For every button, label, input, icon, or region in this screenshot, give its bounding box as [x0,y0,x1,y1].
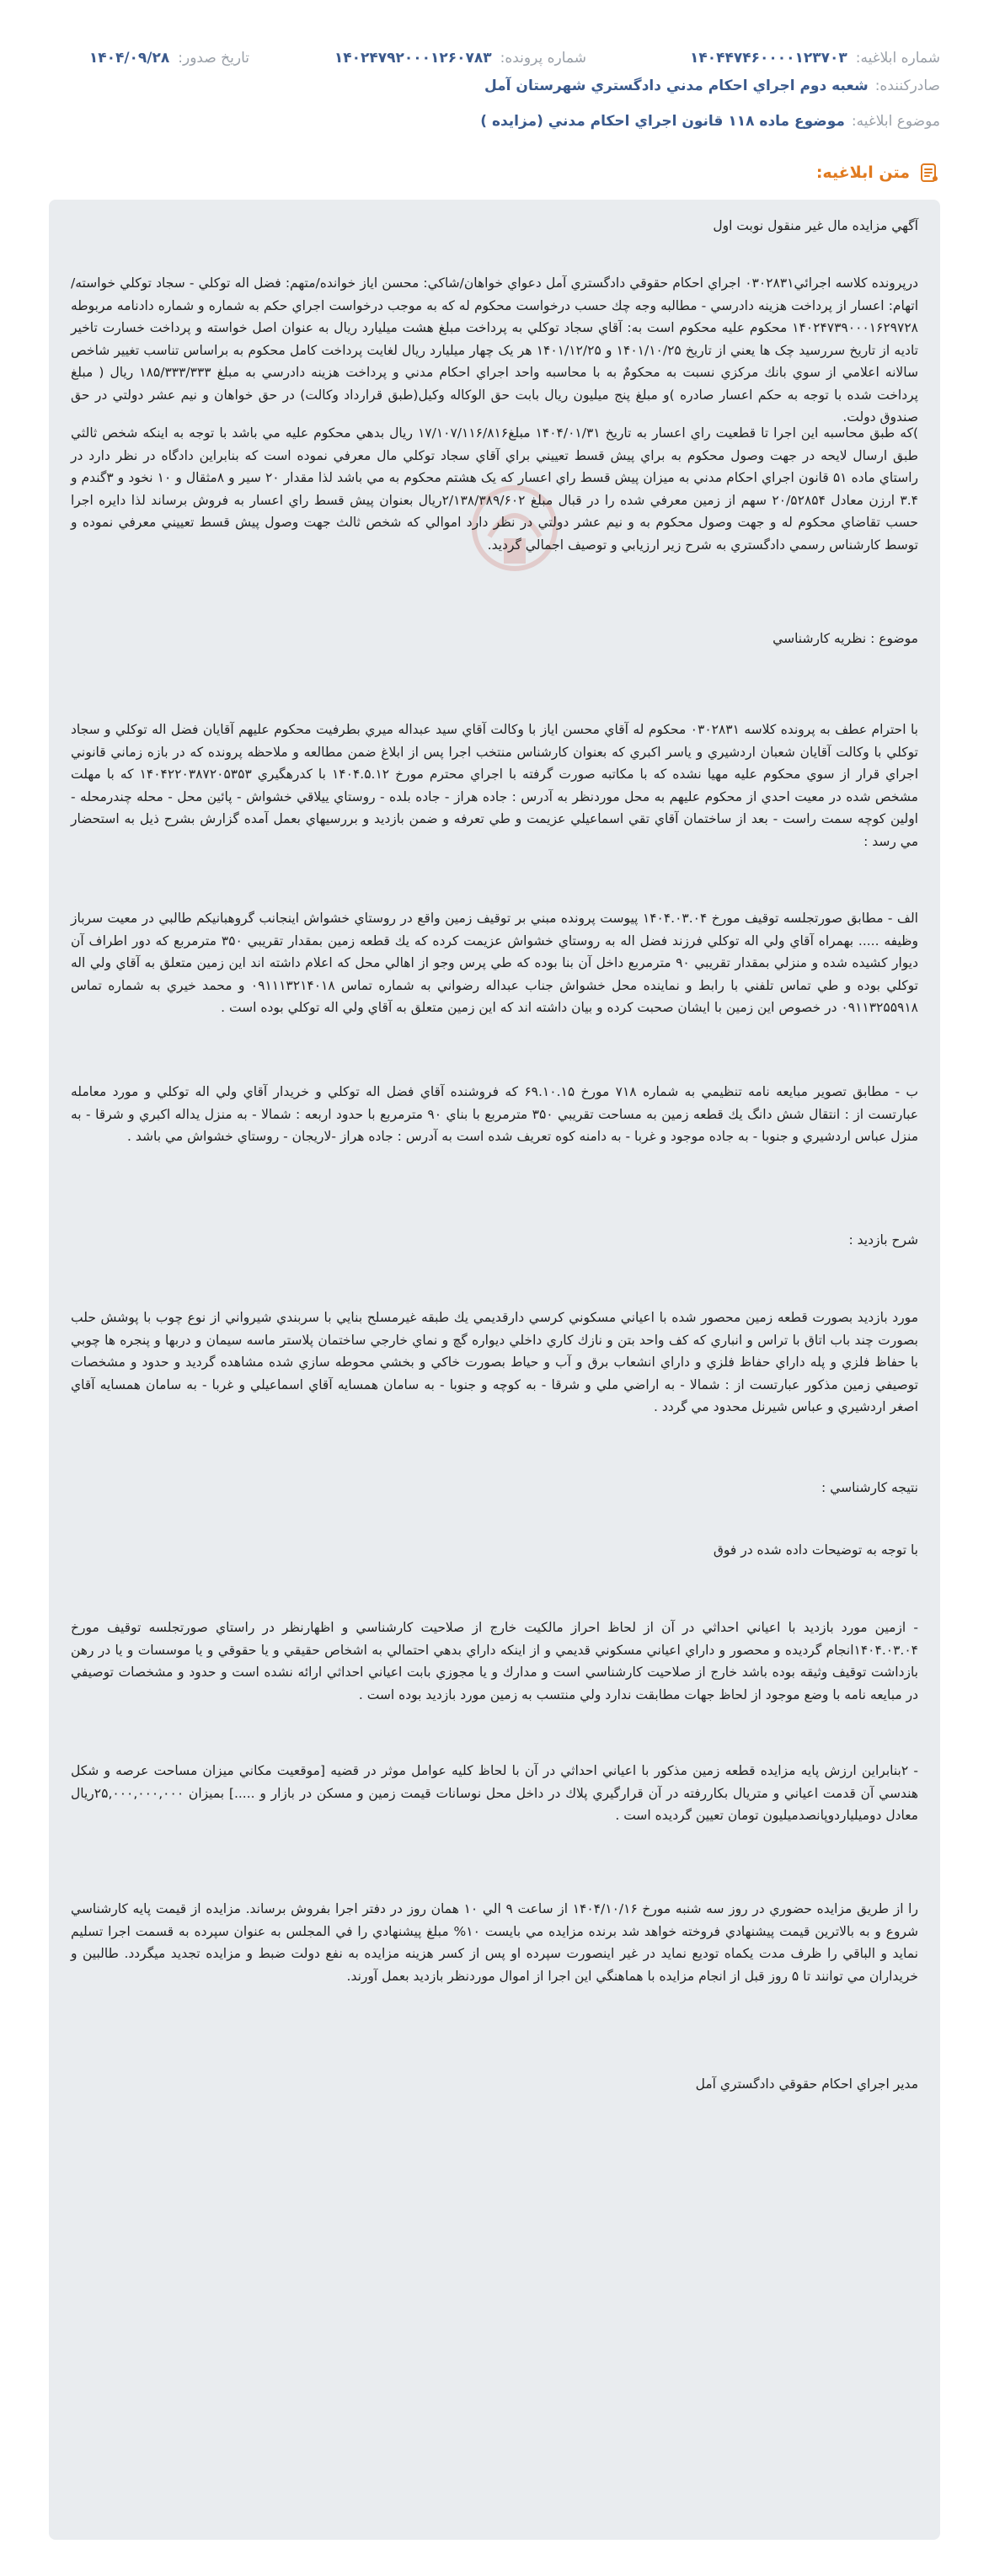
notice-body [49,200,940,2540]
case-number [249,50,586,67]
notice-text-title: متن ابلاغیه: [815,163,910,182]
issue-date-value: ۱۴۰۴/۰۹/۲۸ [88,50,170,67]
paragraph-visit-description: مورد بازديد بصورت قطعه زمين محصور شده با اعياني مسكوني كرسي دارقديمي يك طبقه غيرمسلح بنايي با سربندي شيرواني از نوع چوب با پوشش حلب بصورت چند باب اتاق با تراس و انباري كه كف واحد بتن و نازك كاري داخلي ديواره گچ و نماي خارجي ساختمان پلاستر ماسه سيمان و دربها و پنجره ها چوبي با حفاظ فلزي و پله داراي حفاظ فلزي و داراي انشعاب برق و آب و حياط بصورت خاكي و بخشي محوطه سازي شده مشاهده گرديد و حدود و مشخصات توصيفي زمين مذكور عبارتست از : شمالا - به اراضي ملي و شرقا - به كوچه و جنوبا - به سامان همسايه آقاي اسماعيلي و غربا - به سامان همسايه آقاي اصغر اردشيري و عباس شيرنل محدود مي گردد . [71,1310,918,1414]
paragraph-item-be: ب - مطابق تصوير مبايعه نامه تنظيمي به شماره ۷۱۸ مورخ ۶۹.۱۰.۱۵ كه فروشنده آقاي فضل اله توكلي و خريدار آقاي ولي اله توكلي و مورد معامله عبارتست از : انتقال شش دانگ يك قطعه زمين به مساحت تقريبي ۳۵۰ مترمربع با بناي ۹۰ مترمربع با حدود اربعه : شمالا - به منزل يداله اكبري و شرقا - به منزل عباس اردشيري و جنوبا - به جاده موجود و غربا - به دامنه كوه تعريف شده است به آدرس : جاده هراز -لاريجان - روستاي خشواش مي باشد . [71,1084,918,1144]
paragraph-expert-intro: با احترام عطف به پرونده كلاسه ۰۳۰۲۸۳۱ محكوم له آقاي محسن اياز با وكالت آقاي سيد عبداله ميري بطرفيت محكوم عليهم آقايان فضل اله توكلي و سجاد توكلي با وكالت آقايان شعبان اردشيري و ياسر اكبري كه بعنوان كارشناس منتخب اجرا پس از ابلاغ ضمن مطالعه و ملاحظه پرونده كه در بازه زماني قانوني اجراي قرار از سوي محكوم عليه مهيا نشده كه با مكاتبه صورت گرفته با اجراي محترم مورخ ۱۴۰۴.۵.۱۲ با كدرهگيري ۱۴۰۴۲۲۰۳۸۷۲۰۵۳۵۳ كه با مهلت مشخص شده در معيت احدي از محكوم عليهم به محل موردنظر به آدرس : جاده هراز - جاده بلده - روستاي ييلاقي خشواش - پائين محل - محله چندرمحله - اولين كوچه سمت راست - بعد از ساختمان آقاي تقي اسماعيلي عزيمت و طي تعرفه و ضمن بازديد و بررسيهاي بعمل آمده گزارش بشرح ذيل به استحضار مي رسد : [71,722,919,849]
case-number-label: شماره پرونده: [500,50,586,67]
subject-value: موضوع ماده ۱۱۸ قانون اجراي احكام مدني (مزايده ) [480,113,845,130]
notice-number-value: ۱۴۰۴۴۷۴۶۰۰۰۰۱۲۳۷۰۳ [689,50,847,67]
issuer-label: صادرکننده: [874,77,940,94]
visit-description-heading: شرح بازديد : [848,1232,918,1248]
notice-text-header [816,162,940,184]
expert-result-heading: نتيجه كارشناسي : [821,1480,918,1495]
paragraph-calculation: )كه طبق محاسبه اين اجرا تا قطعيت راي اعسار به تاريخ ۱۴۰۴/۰۱/۳۱ مبلغ۱۷/۱۰۷/۱۱۶/۸۱۶ ريال بدهي محكوم عليه مي باشد با توجه به اينكه شخص ثالثي طبق ارسال لايحه در جهت وصول محكوم به براي پيش قسط تعييني براي آقاي سجاد توكلي مال معرفي نموده است كه بنابراين دادگاه در نظر دارد در راستاي ماده ۵۱ قانون اجراي احكام مدني به ميزان پيش قسط راي اعسار كه يک هشتم محكوم به مي باشد لذا مقدار ۲۰ سير و ۸مثقال و ۱۰ نخود و ۳گندم و ۳.۴ ارزن معادل ۲۰/۵۲۸۵۴ سهم از زمين معرفي شده را در قبال مبلغ ۲/۱۳۸/۳۸۹/۶۰۲ريال بعنوان پيش قسط راي اعسار به فروش برساند لذا دايره اجرا حسب تقاضاي محكوم له و جهت وصول محكوم به و نيم عشر دولتي در نظر دارد اموالي كه شخص ثالث جهت وصول پيش قسط تعييني معرفي نموده و توسط كارشناس رسمي دادگستري به شرح زير ارزيابي و توصيف اجمالي گرديد. [71,425,919,553]
paragraph-given-explanations: با توجه به توضيحات داده شده در فوق [713,1542,918,1558]
issuer-value: شعبه دوم اجراي احكام مدني دادگستري شهرستان آمل [484,77,869,94]
signature-line: مدير اجراي احكام حقوقي دادگستري آمل [695,2076,918,2092]
paragraph-case-details: درپرونده كلاسه اجرائي۰۳۰۲۸۳۱ اجراي احكام حقوقي دادگستري آمل دعواي خواهان/شاكي: محسن اياز خوانده/متهم: فضل اله توكلي - سجاد توكلي خواسته/اتهام: اعسار از پرداخت هزينه دادرسي - مطالبه وجه چك حسب درخواست محكوم له كه به موجب درخواست اجراي حكم به شماره و شماره دادنامه مربوطه ۱۴۰۲۴۷۳۹۰۰۰۱۶۲۹۷۲۸ محکوم علیه محکوم است به: آقاي سجاد توكلي به پرداخت مبلغ هشت میلیارد ریال به عنوان اصل خواسته و پرداخت خسارت تاخير تاديه از تاريخ سررسيد چک ها يعني از تاريخ ۱۴۰۱/۱۰/۲۵ و ۱۴۰۱/۱۲/۲۵ هر يک چهار ميليارد ريال لغايت پرداخت كامل محكوم به براساس تناسب تغيير شاخص سالانه اعلامي از سوي بانك مركزي نسبت به محكومٌ به با محاسبه واحد اجراي احكام مدني و پرداخت هزينه دادرسي به مبلغ ۱۸۵/۳۳۳/۳۳۳ ريال ( مبلغ پرداخت شده با توجه به حكم اعسار صادره )و مبلغ پنج ميليون ريال بابت حق الوكاله وكيل(طبق قرارداد وكالت) در حق خواهان و نيم عشر دولتي در حق صندوق دولت. [71,275,918,425]
issuer-line [484,77,940,94]
auction-title: آگهي مزايده مال غير منقول نوبت اول [713,218,918,233]
paragraph-item-alef: الف - مطابق صورتجلسه توقيف مورخ ۱۴۰۴.۰۳.۰۴ پيوست پرونده مبني بر توقيف زمين واقع در روستاي خشواش اينجانب گروهبانيكم طالبي در معيت سرباز وظيفه ..... بهمراه آقاي ولي اله توكلي فرزند فضل اله به روستاي خشواش عزيمت كرده كه يك قطعه زمين بمقدار تقريبي ۳۵۰ مترمربع كه دور اطراف آن ديوار كشيده شده و منزلي بمقدار تقريبي ۹۰ مترمربع داخل آن بنا بوده كه طي پرس وجو از اهالي محل كه اعلام داشته اند اين زمين متعلق به آقاي ولي اله توكلي بوده و طي تماس تلفني با رابط و نماينده محل خشواش جناب عبداله رضواني به شماره تماس ۰۹۱۱۱۳۲۱۴۰۱۸ و محمد خيري به شماره تماس ۰۹۱۱۳۲۵۵۹۱۸ در خصوص اين زمين با ايشان صحبت كرده و بيان داشته اند كه اين زمين متعلق به آقاي ولي اله توكلي بوده است . [71,911,918,1015]
notice-metadata-row [49,44,940,72]
document-text-icon [918,162,940,184]
subject-line [480,113,940,130]
notice-number [586,50,940,67]
paragraph-result-two: - ۲بنابراين ارزش پايه مزايده قطعه زمين مذكور با اعياني احداثي در آن با لحاظ كليه عوامل موثر در قضيه [موقعيت مكاني ميزان مساحت عرصه و شكل هندسي آن قدمت اعياني و متريال بكاررفته در آن قرارگيري پلاك در داخل محل نوسانات قيمت زمين و مسكن در بازار و .....] بميزان ۲۵,۰۰۰,۰۰۰,۰۰۰ريال معادل دوميلياردوپانصدميليون تومان تعيين گرديده است . [71,1763,918,1823]
issue-date-label: تاریخ صدور: [178,50,249,67]
issue-date [89,50,249,67]
notice-number-label: شماره ابلاغیه: [855,50,940,67]
expert-opinion-heading: موضوع : نظريه كارشناسي [772,631,918,646]
paragraph-result-one: - ازمين مورد بازديد با اعياني احداثي در آن از لحاظ احراز مالكيت خارج از صلاحيت كارشناسي و اظهارنظر در راستاي صورتجلسه توقيف مورخ ۱۴۰۴.۰۳.۰۴انجام گرديده و محصور و داراي اعياني مسكوني قديمي و از اينكه داراي بدهي احتمالي به اشخاص حقيقي و يا حقوقي و يا موسسات و يا در رهن بازداشت توقيف وثيقه بوده باشد خارج از صلاحيت كارشناسي است و مدارك و يا مجوزي بابت اعياني احداثي ارائه نشده است و حدود و مشخصات توصيفي در مبايعه نامه با وضع موجود از لحاظ جهات مطابقت ندارد ولي منتسب به زمين مورد بازديد بوده است . [71,1620,918,1702]
case-number-value: ۱۴۰۲۴۷۹۲۰۰۰۱۲۶۰۷۸۳ [334,50,492,67]
paragraph-auction-terms: را از طريق مزايده حضوري در روز سه شنبه مورخ ۱۴۰۴/۱۰/۱۶ از ساعت ۹ الي ۱۰ همان روز در دفتر اجرا بفروش برساند. مزايده از قيمت پايه كارشناسي شروع و به بالاترين قيمت پيشنهادي فروخته خواهد شد برنده مزايده مي بايست ۱۰% مبلغ پيشنهادي را في المجلس به عنوان سپرده به قسمت اجرا تسليم نمايد و الباقي را ظرف مدت يكماه توديع نمايد در غير اينصورت سپرده او پس از كسر هزينه مزايده به نفع دولت ضبط و مزايده تجديد ميگردد. طالبين و خريداران مي توانند تا ۵ روز قبل از انجام مزايده با هماهنگي اين اجرا از اموال موردنظر بازديد بعمل آورند. [71,1901,918,1984]
subject-label: موضوع ابلاغیه: [851,113,940,130]
